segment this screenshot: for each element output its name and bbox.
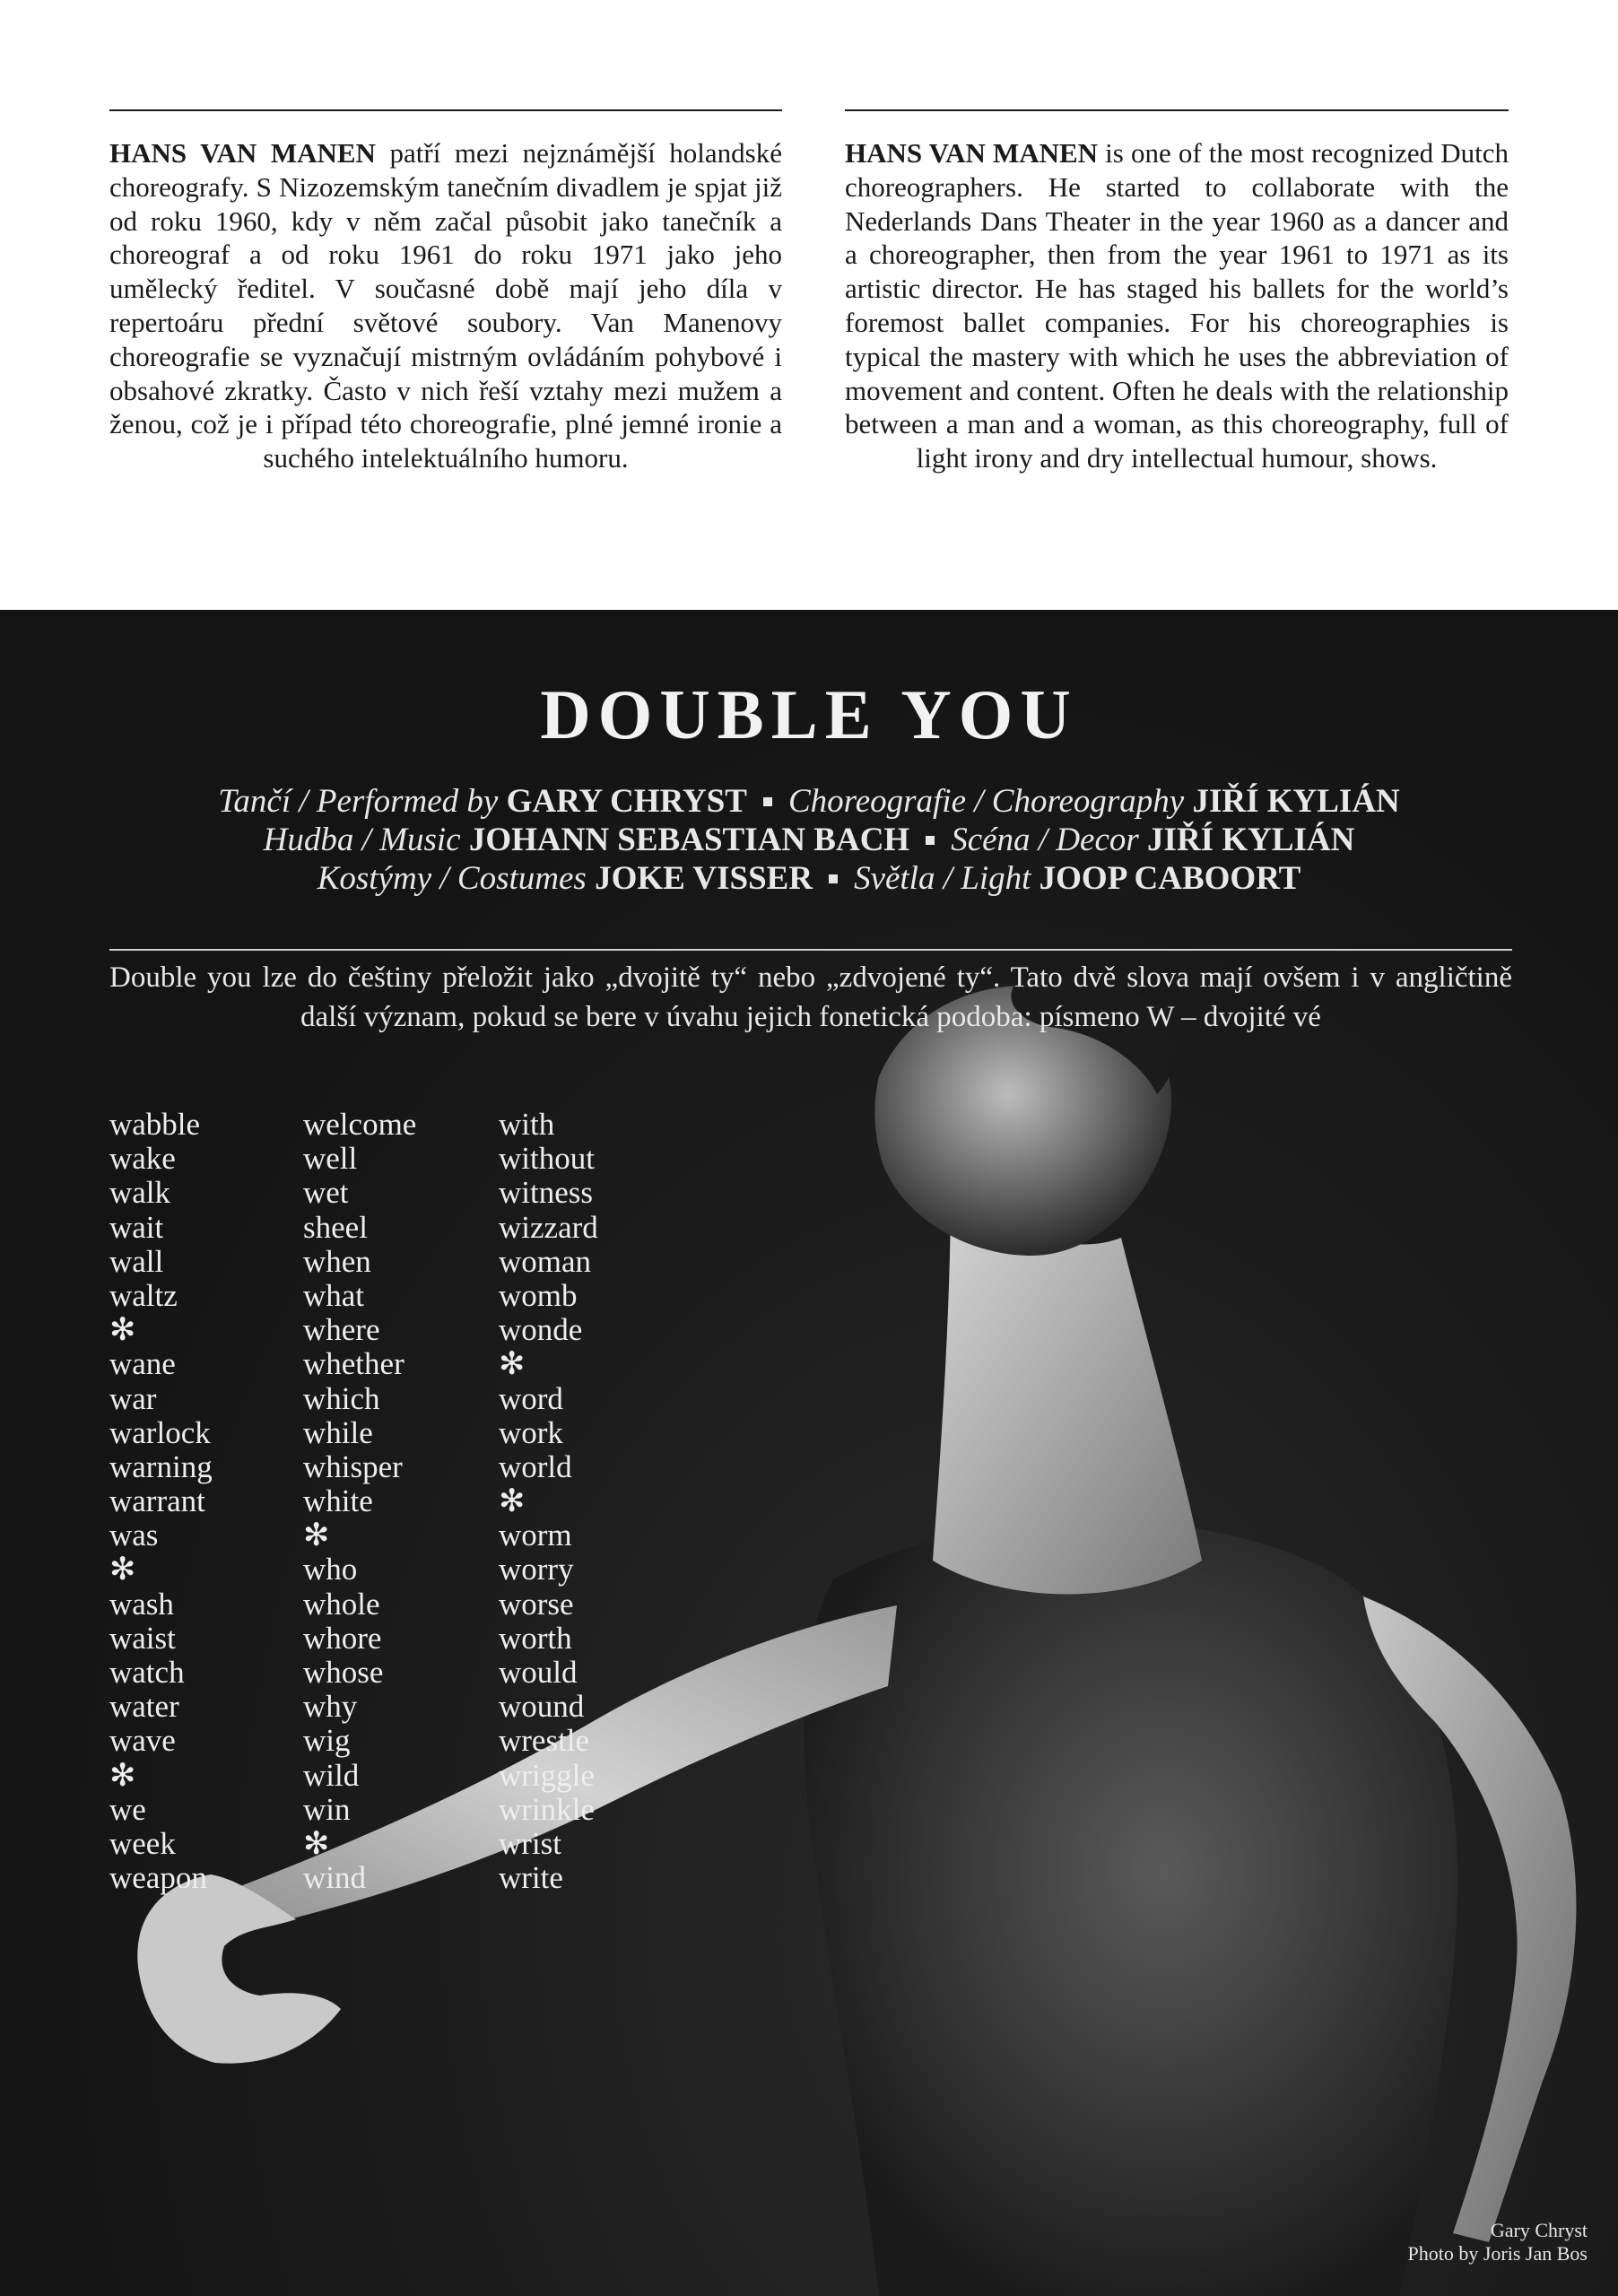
choreography-role: Choreografie / Choreography [787, 783, 1185, 820]
decor-role: Scéna / Decor [951, 822, 1139, 858]
word-item: wriggle [499, 1757, 595, 1793]
word-item: wild [303, 1757, 360, 1793]
light-role: Světla / Light [854, 860, 1031, 897]
word-item: whose [303, 1655, 384, 1690]
word-item: walk [109, 1175, 171, 1211]
word-item: was [109, 1518, 159, 1553]
word-item: worth [499, 1620, 572, 1656]
page-title: DOUBLE YOU [540, 675, 1078, 753]
word-item: whether [303, 1346, 404, 1382]
word-item: witness [499, 1175, 593, 1211]
word-list-column-2 [303, 1108, 416, 1895]
asterisk-separator: ✻ [303, 1518, 330, 1553]
bio-czech-paragraph [109, 136, 782, 475]
bio-english-text: is one of the most recognized Dutch choreographers. He started to collaborate with the Nederlands Dans Theater in the year 1960 as a dancer and a choreographer, then from the year 1961 to 1971 as its artistic director. He has staged his ballets for the world’s foremost ballet companies. For his choreographies is typical the mastery with which he uses the abbreviation of movement and content. Often he deals with the relationship between a man and a woman, as this choreography, full of light irony and dry intellectual humour, shows. [845, 137, 1509, 474]
word-item: whore [303, 1620, 382, 1656]
word-item: which [303, 1380, 380, 1416]
word-item: wrinkle [499, 1791, 595, 1827]
word-item: who [303, 1552, 358, 1587]
double-you-section [0, 610, 1618, 2296]
word-item: we [109, 1791, 146, 1827]
word-item: weapon [109, 1860, 207, 1896]
word-item: wash [109, 1586, 174, 1622]
bio-czech-column [109, 109, 782, 475]
word-item: warlock [109, 1414, 211, 1450]
word-item: sheel [303, 1209, 368, 1245]
bio-czech-name: HANS VAN MANEN [109, 137, 376, 169]
bio-english-paragraph [845, 136, 1509, 475]
caption-name: Gary Chryst [1490, 2219, 1588, 2241]
word-item: warning [109, 1448, 213, 1484]
bio-english-name: HANS VAN MANEN [845, 137, 1099, 169]
word-item: wizzard [499, 1209, 598, 1245]
word-item: where [303, 1312, 380, 1348]
word-item: without [499, 1141, 595, 1177]
bullet-separator [763, 797, 772, 806]
performed-name: GARY CHRYST [506, 783, 747, 820]
word-item: whole [303, 1586, 380, 1622]
word-item: welcome [303, 1107, 417, 1142]
word-item: wave [109, 1723, 176, 1759]
word-item: water [109, 1689, 179, 1725]
photo-caption [1408, 2219, 1588, 2266]
word-item: wake [109, 1141, 176, 1177]
word-item: waltz [109, 1277, 178, 1313]
word-item: worm [499, 1518, 572, 1553]
costumes-role: Kostýmy / Costumes [317, 860, 587, 897]
word-item: woman [499, 1243, 592, 1279]
word-item: wane [109, 1346, 176, 1382]
music-role: Hudba / Music [263, 822, 461, 858]
column-divider-rule [109, 109, 782, 111]
word-list-column-1 [109, 1108, 213, 1895]
word-item: with [499, 1107, 555, 1142]
word-item: watch [109, 1655, 185, 1690]
word-item: whisper [303, 1448, 403, 1484]
word-item: win [303, 1791, 351, 1827]
word-item: wait [109, 1209, 164, 1245]
word-item: wind [303, 1860, 366, 1896]
word-item: would [499, 1655, 578, 1690]
caption-credit: Photo by Joris Jan Bos [1407, 2242, 1588, 2265]
word-item: while [303, 1414, 373, 1450]
word-item: wabble [109, 1107, 201, 1142]
credits-line-2 [0, 821, 1618, 859]
word-item: what [303, 1277, 365, 1313]
bio-english-column [845, 109, 1509, 475]
bullet-separator [829, 874, 838, 883]
word-item: when [303, 1243, 371, 1279]
asterisk-separator: ✻ [109, 1312, 136, 1348]
credits-line-3 [0, 859, 1618, 898]
asterisk-separator: ✻ [303, 1825, 330, 1861]
word-item: wrestle [499, 1723, 590, 1759]
word-item: wall [109, 1243, 164, 1279]
top-section [0, 0, 1618, 610]
word-item: well [303, 1141, 358, 1177]
bio-czech-text: patří mezi nejznámější holandské choreografy. S Nizozemským tanečním divadlem je spjat již od roku 1960, kdy v něm začal působit jako tanečník a choreograf a od roku 1961 do roku 1971 jako jeho umělecký ředitel. V současné době mají jeho díla v repertoáru přední světové soubory. Van Manenovy choreografie se vyznačují mistrným ovládáním pohybové i obsahové zkratky. Často v nich řeší vztahy mezi mužem a ženou, což je i případ této choreografie, plné jemné ironie a suchého intelektuálního humoru. [109, 137, 782, 474]
word-item: work [499, 1414, 563, 1450]
word-item: womb [499, 1277, 578, 1313]
asterisk-separator: ✻ [499, 1346, 526, 1382]
word-item: wrist [499, 1825, 561, 1861]
word-item: wound [499, 1689, 585, 1725]
bullet-separator [926, 836, 935, 845]
word-item: waist [109, 1620, 176, 1656]
word-item: wig [303, 1723, 351, 1759]
word-list-column-3 [499, 1108, 598, 1895]
word-item: war [109, 1380, 157, 1416]
word-item: why [303, 1689, 358, 1725]
word-item: white [303, 1483, 373, 1519]
asterisk-separator: ✻ [109, 1552, 136, 1587]
word-item: week [109, 1825, 176, 1861]
intro-paragraph: Double you lze do češtiny přeložit jako „dvojitě ty“ nebo „zdvojené ty“. Tato dvě slova mají ovšem i v angličtině další význam, pokud se bere v úvahu jejich fonetická podoba: písmeno W – dvojité vé [109, 961, 1512, 1033]
word-item: worry [499, 1552, 574, 1587]
light-name: JOOP CABOORT [1039, 860, 1301, 897]
word-item: worse [499, 1586, 574, 1622]
word-item: word [499, 1380, 563, 1416]
performed-role: Tančí / Performed by [218, 783, 499, 820]
column-divider-rule [845, 109, 1509, 111]
word-item: write [499, 1860, 563, 1896]
choreography-name: JIŘÍ KYLIÁN [1192, 783, 1400, 820]
word-item: warrant [109, 1483, 205, 1519]
costumes-name: JOKE VISSER [595, 860, 813, 897]
decor-name: JIŘÍ KYLIÁN [1147, 822, 1355, 858]
section-divider-rule [109, 949, 1512, 951]
word-item: world [499, 1448, 572, 1484]
word-item: wonde [499, 1312, 583, 1348]
asterisk-separator: ✻ [109, 1757, 136, 1793]
music-name: JOHANN SEBASTIAN BACH [468, 822, 910, 858]
word-item: wet [303, 1175, 349, 1211]
dancer-torso [804, 1520, 1457, 2296]
credits-block [0, 782, 1618, 898]
asterisk-separator: ✻ [499, 1483, 526, 1519]
credits-line-1 [0, 782, 1618, 821]
